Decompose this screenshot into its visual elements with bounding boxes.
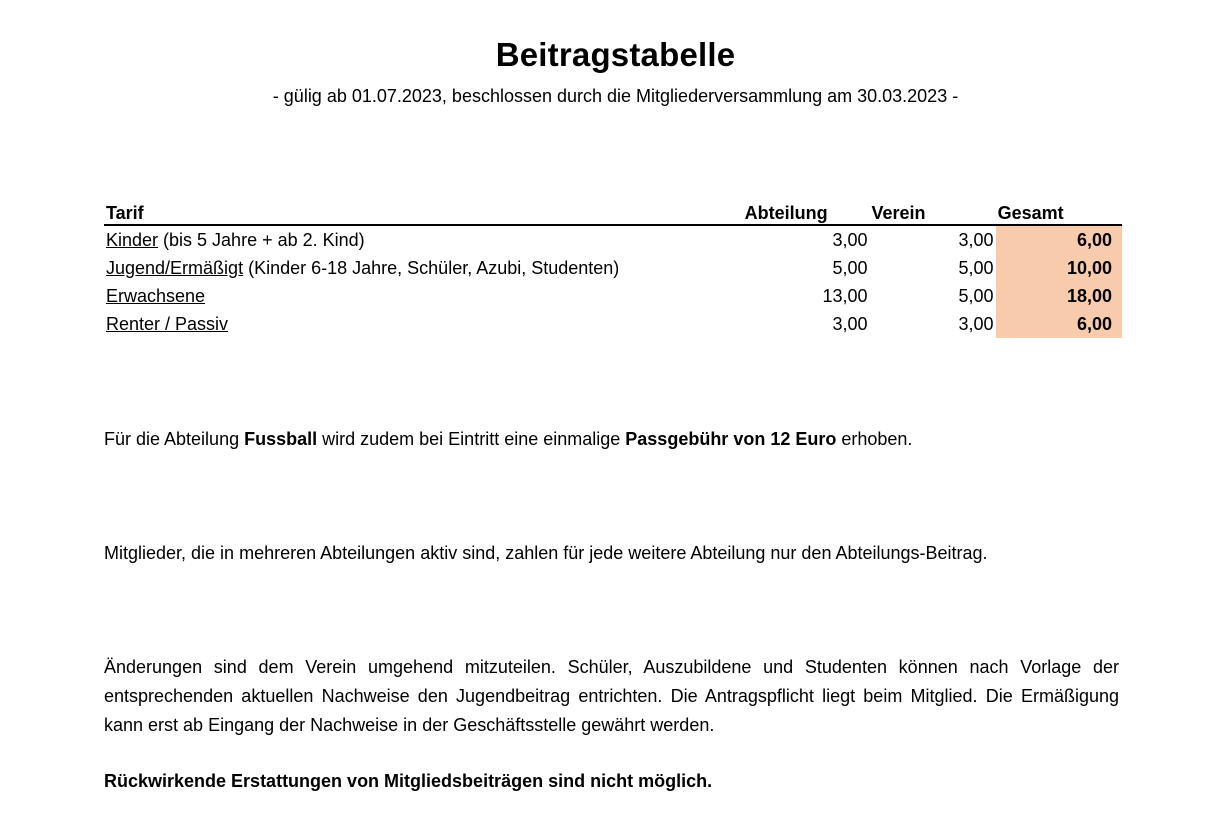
verein-value: 5,00 [958,285,994,306]
abteilung-value: 3,00 [832,229,868,250]
no-refund-note: Rückwirkende Erstattungen von Mitgliedsbeiträgen sind nicht möglich. [104,771,713,791]
table-row [104,310,1122,338]
verein-value: 5,00 [958,257,994,278]
gesamt-value: 6,00 [996,310,1122,338]
fussball-note-text-2: wird zudem bei Eintritt eine einmalige [317,429,626,449]
abteilung-value: 13,00 [822,285,868,306]
tariff-cell [104,225,743,254]
tariff-note: (bis 5 Jahre + ab 2. Kind) [158,229,365,250]
abteilung-value: 3,00 [832,313,868,334]
fee-table [104,198,1122,338]
header-verein: Verein [870,198,996,225]
tariff-name: Erwachsene [106,285,206,306]
verein-value: 3,00 [958,229,994,250]
tariff-cell [104,282,743,310]
tariff-note: (Kinder 6-18 Jahre, Schüler, Azubi, Studenten) [243,257,620,278]
fussball-note-text-3: erhoben. [836,429,913,449]
multiple-departments-note: Mitglieder, die in mehreren Abteilungen aktiv sind, zahlen für jede weitere Abteilung nur den Abteilungs-Beitrag. [104,543,988,563]
header-tarif: Tarif [104,198,743,225]
fussball-note-text-1: Für die Abteilung [104,429,245,449]
tariff-name: Renter / Passiv [106,313,229,334]
fussball-note-fee: Passgebühr von 12 Euro [625,429,837,449]
abteilung-value: 5,00 [832,257,868,278]
verein-value: 3,00 [958,313,994,334]
gesamt-value: 10,00 [996,254,1122,282]
page-subtitle: - gülig ab 01.07.2023, beschlossen durch die Mitgliederversammlung am 30.03.2023 - [272,86,959,106]
gesamt-value: 18,00 [996,282,1122,310]
tariff-cell [104,310,743,338]
fussball-note-department: Fussball [244,429,318,449]
changes-note: Änderungen sind dem Verein umgehend mitzuteilen. Schüler, Auszubildene und Studenten können nach Vorlage der entsprechenden aktuellen Nachweise den Jugendbeitrag entrichten. Die Antragspflicht liegt beim Mitglied. Die Ermäßigung kann erst ab Eingang der Nachweise in der Geschäftsstelle gewährt werden. [104,657,1119,735]
table-row [104,282,1122,310]
table-row [104,225,1122,254]
tariff-name: Jugend/Ermäßigt [106,257,244,278]
page-title: Beitragstabelle [495,36,736,73]
header-gesamt: Gesamt [996,198,1122,225]
table-row [104,254,1122,282]
gesamt-value: 6,00 [996,225,1122,254]
header-abteilung: Abteilung [743,198,870,225]
tariff-name: Kinder [106,229,159,250]
fussball-note [104,425,1119,454]
tariff-cell [104,254,743,282]
table-header-row [104,198,1122,225]
